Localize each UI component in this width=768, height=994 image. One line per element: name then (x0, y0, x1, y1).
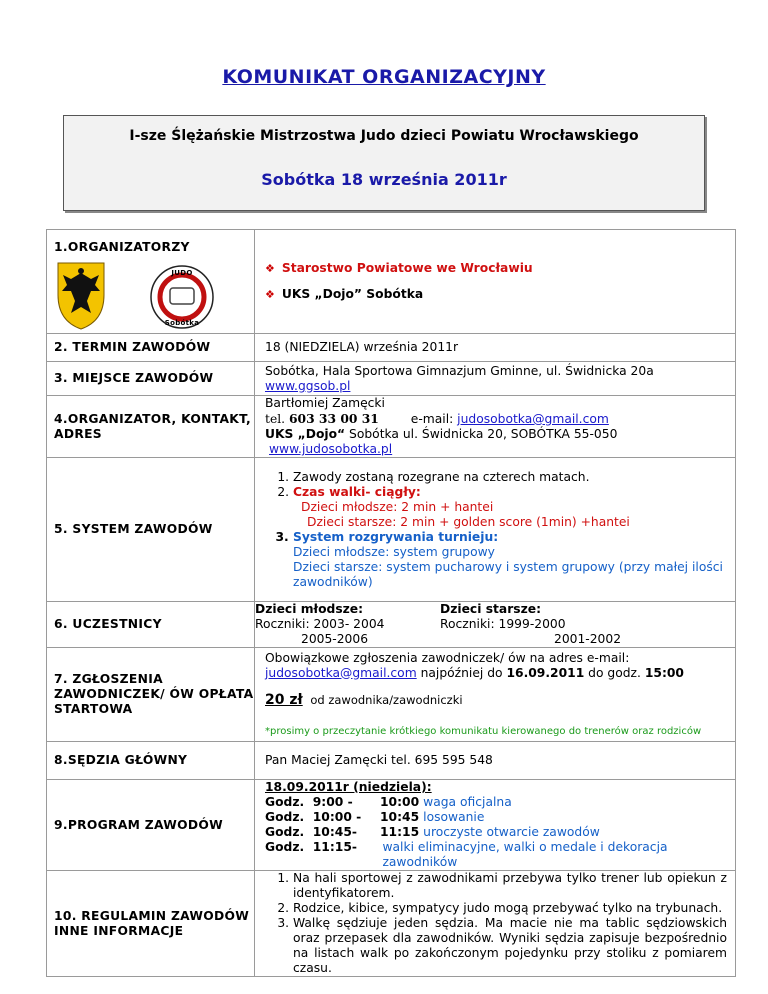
rules-item: 3. Walkę sędziuje jeden sędzia. Ma macie nie ma tablic sędziowskich oraz przepasek dla zawodników. Wyniki sędzia zapisuje bezpośrednio na listach walk po zakończonym pojedynku przy stoliku z pomiarem czasu. (293, 916, 727, 976)
row-program (47, 780, 736, 871)
system-label: 5. SYSTEM ZAWODÓW (47, 458, 255, 602)
document-title: KOMUNIKAT ORGANIZACYJNY (222, 66, 546, 88)
judge-label: 8.SĘDZIA GŁÓWNY (47, 742, 255, 780)
coat-of-arms-icon (58, 263, 104, 329)
www-link[interactable]: www.judosobotka.pl (269, 442, 393, 456)
logo-text-top: JUDO (171, 269, 193, 277)
place-value: Sobótka, Hala Sportowa Gimnazjum Gminne, ul. Świdnicka 20a (265, 363, 654, 378)
program-row-end: 10:00 (380, 795, 420, 809)
participants-grid (255, 602, 735, 647)
organizer-item: ❖ UKS „Dojo” Sobótka (265, 287, 424, 301)
diamond-bullet-icon: ❖ (265, 288, 275, 301)
program-row (265, 825, 735, 840)
program-row-text: walki eliminacyjne, walki o medale i dekoracja zawodników (382, 840, 668, 869)
term-value: 18 (NIEDZIELA) września 2011r (255, 334, 736, 362)
program-row-text: waga oficjalna (423, 795, 512, 809)
fee-line (265, 693, 735, 708)
system-item-1: 1. Zawody zostaną rozegrane na czterech matach. (293, 470, 735, 485)
program-row-text: losowanie (423, 810, 485, 824)
registration-label: 7. ZGŁOSZENIA ZAWODNICZEK/ ÓW OPŁATA STARTOWA (47, 648, 255, 742)
email-link[interactable]: judosobotka@gmail.com (457, 412, 609, 426)
system-list (255, 470, 735, 590)
club-line (265, 427, 735, 442)
registration-deadline (265, 666, 735, 681)
program-row-start: Godz. 9:00 - (265, 795, 353, 809)
row-term (47, 334, 736, 362)
row-participants (47, 602, 736, 648)
logo-text-bottom: Sobótka (164, 319, 200, 327)
place-cell (255, 362, 736, 396)
row-place (47, 362, 736, 396)
contact-label: 4.ORGANIZATOR, KONTAKT, ADRES (47, 396, 255, 458)
organizers-cell (47, 230, 255, 334)
rules-label: 10. REGULAMIN ZAWODÓW INNE INFORMACJE (47, 871, 255, 977)
deadline-text-2: do godz. (584, 665, 645, 680)
program-label: 9.PROGRAM ZAWODÓW (47, 780, 255, 871)
rules-item: 1. Na hali sportowej z zawodnikami przebywa tylko trener lub opiekun z identyfikatorem. (293, 871, 727, 901)
logos-svg (54, 255, 224, 333)
system-cell (255, 458, 736, 602)
participants-label: 6. UCZESTNICY (47, 602, 255, 648)
registration-cell (255, 648, 736, 742)
fight-time-old: Dzieci starsze: 2 min + golden score (1min) +hantei (307, 514, 630, 529)
fight-time-young: Dzieci młodsze: 2 min + hantei (301, 499, 494, 514)
event-name: I-sze Ślężańskie Mistrzostwa Judo dzieci Powiatu Wrocławskiego (129, 128, 639, 144)
program-row-start: Godz. 10:45- (265, 825, 357, 839)
organizer-item: ❖ Starostwo Powiatowe we Wrocławiu (265, 261, 533, 275)
system-item-2 (293, 485, 735, 530)
rules-item: 2. Rodzice, kibice, sympatycy judo mogą przebywać tylko na trybunach. (293, 901, 727, 916)
tournament-system-title: System rozgrywania turnieju: (293, 529, 499, 544)
organizers-label: 1.ORGANIZATORZY (54, 240, 190, 254)
contact-name: Bartłomiej Zamęcki (265, 396, 385, 410)
rules-list (255, 871, 727, 976)
young-years-1: Roczniki: 2003- 2004 (255, 617, 385, 631)
club-address: Sobótka ul. Świdnicka 20, SOBÓTKA 55-050 (345, 427, 618, 441)
place-label: 3. MIEJSCE ZAWODÓW (47, 362, 255, 396)
program-row (265, 810, 735, 825)
tournament-system-old: Dzieci starsze: system pucharowy i system grupowy (przy małej ilości zawodników) (293, 559, 723, 589)
row-registration (47, 648, 736, 742)
fee-amount: 20 zł (265, 691, 303, 708)
diamond-bullet-icon: ❖ (265, 262, 275, 275)
place-link[interactable]: www.ggsob.pl (265, 378, 351, 393)
old-col (440, 602, 621, 647)
judge-value: Pan Maciej Zamęcki tel. 695 595 548 (255, 742, 736, 780)
program-row (265, 795, 735, 810)
contact-line (265, 411, 735, 427)
row-rules (47, 871, 736, 977)
system-item-3 (293, 530, 735, 590)
program-row-start: Godz. 10:00 - (265, 810, 362, 824)
young-head: Dzieci młodsze: (255, 602, 364, 616)
club-name: UKS „Dojo“ (265, 427, 346, 441)
registration-text: Obowiązkowe zgłoszenia zawodniczek/ ów na adres e-mail: (265, 650, 630, 665)
young-years-2: 2005-2006 (301, 632, 369, 646)
registration-note: *prosimy o przeczytanie krótkiego komunikatu kierowanego do trenerów oraz rodziców (265, 725, 702, 737)
fight-time-title: Czas walki- ciągły: (293, 484, 421, 499)
email-prefix: e-mail: (410, 412, 458, 426)
row-system (47, 458, 736, 602)
info-table (46, 229, 736, 977)
program-row (265, 840, 735, 870)
deadline-text-1: najpóźniej do (416, 665, 507, 680)
row-contact (47, 396, 736, 458)
deadline-hour: 15:00 (644, 665, 684, 680)
fee-text: od zawodnika/zawodniczki (310, 692, 463, 707)
old-years-1: Roczniki: 1999-2000 (440, 617, 566, 631)
program-row-text: uroczyste otwarcie zawodów (423, 825, 600, 839)
logos (54, 255, 254, 333)
program-row-start: Godz. 11:15- (265, 840, 357, 854)
tel-number: 603 33 00 31 (288, 411, 379, 426)
program-cell (255, 780, 736, 871)
young-col (255, 602, 440, 647)
deadline-date: 16.09.2011 (506, 665, 585, 680)
term-label: 2. TERMIN ZAWODÓW (47, 334, 255, 362)
event-banner (63, 115, 705, 211)
program-date: 18.09.2011r (niedziela): (265, 780, 432, 794)
program-row-end: 10:45 (380, 810, 420, 824)
program-row-end: 11:15 (380, 825, 420, 839)
organizers-list (255, 230, 736, 334)
registration-email-link[interactable]: judosobotka@gmail.com (265, 665, 417, 680)
row-organizers (47, 230, 736, 334)
participants-cell (255, 602, 736, 648)
contact-cell (255, 396, 736, 458)
old-years-2: 2001-2002 (554, 632, 622, 646)
rules-cell (255, 871, 736, 977)
tel-prefix: tel. (265, 412, 289, 426)
old-head: Dzieci starsze: (440, 602, 541, 616)
tournament-system-young: Dzieci młodsze: system grupowy (293, 544, 495, 559)
event-date-place: Sobótka 18 września 2011r (261, 170, 507, 189)
row-judge (47, 742, 736, 780)
